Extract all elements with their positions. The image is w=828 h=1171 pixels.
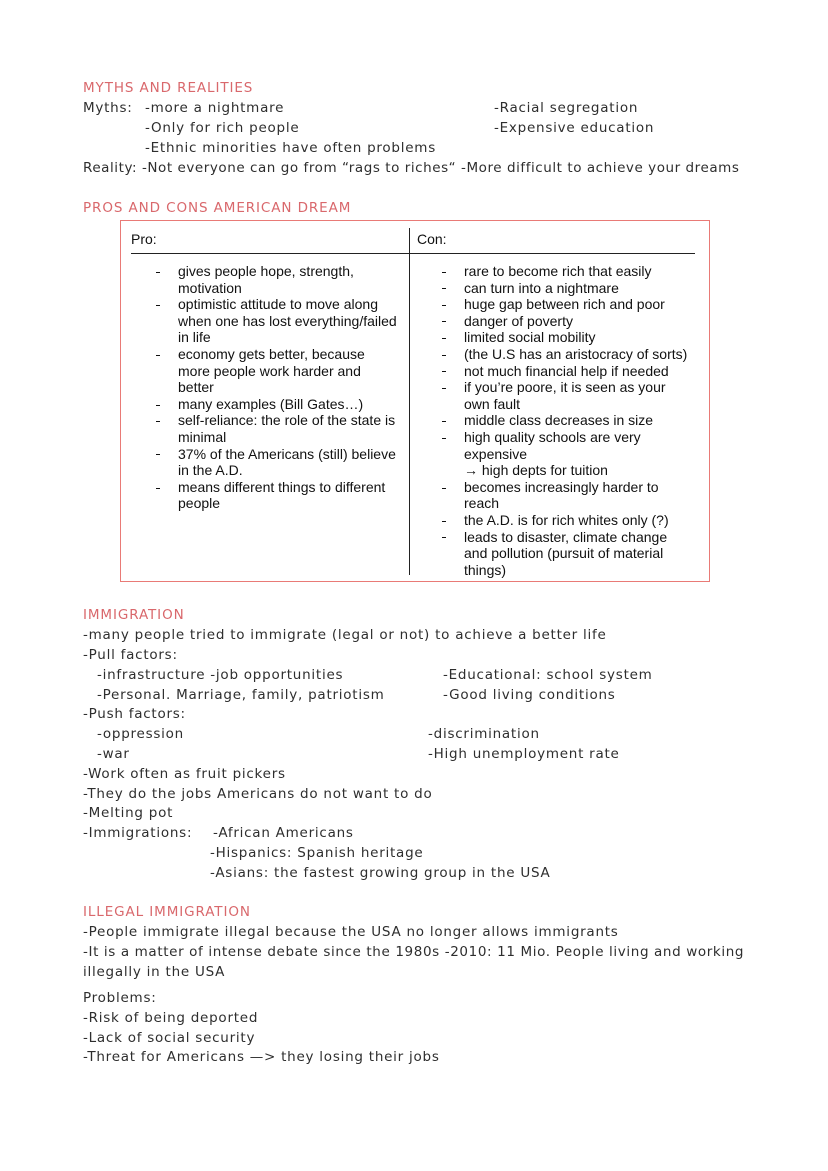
immigration-line: -Personal. Marriage, family, patriotism <box>97 687 385 703</box>
con-line: huge gap between rich and poor <box>464 296 665 313</box>
pro-line: many examples (Bill Gates…) <box>178 395 364 412</box>
pros-cons-table <box>120 220 710 582</box>
bullet-dash <box>442 272 446 273</box>
pro-line: means different things to different <box>178 478 386 495</box>
bullet-dash <box>442 371 446 372</box>
pro-line: minimal <box>178 429 227 445</box>
con-line: high quality schools are very <box>464 429 641 445</box>
bullet-dash <box>442 388 446 389</box>
pro-line: 37% of the Americans (still) believe <box>178 445 396 462</box>
con-line: rare to become rich that easily <box>464 263 652 279</box>
immigration-line: -Pull factors: <box>83 647 178 663</box>
immigration-line: -discrimination <box>428 726 540 742</box>
illegal-line: -Threat for Americans —> they losing their jobs <box>83 1049 440 1065</box>
immigration-line: -Hispanics: Spanish heritage <box>210 845 424 861</box>
pro-line: optimistic attitude to move along <box>178 296 378 313</box>
immigration-line: -Immigrations: <box>83 825 193 841</box>
myths-label: Myths: <box>83 100 133 116</box>
myths-line: -Expensive education <box>494 120 655 136</box>
pro-header: Pro: <box>131 231 157 247</box>
con-line: the A.D. is for rich whites only (?) <box>464 512 669 528</box>
bullet-dash <box>156 272 160 273</box>
con-line: → high depts for tuition <box>464 462 608 479</box>
immigration-line: -Asians: the fastest growing group in the USA <box>210 865 551 881</box>
reality-line: Reality: -Not everyone can go from “rags to riches“ -More difficult to achieve your dreams <box>83 160 740 176</box>
con-line: expensive <box>464 445 528 462</box>
bullet-dash <box>442 355 446 356</box>
immigration-line: -High unemployment rate <box>428 746 620 762</box>
bullet-dash <box>442 338 446 339</box>
illegal-line: -Risk of being deported <box>83 1010 259 1026</box>
con-line: things) <box>464 561 507 578</box>
pro-line: more people work harder and <box>178 362 361 379</box>
myths-line: -Ethnic minorities have often problems <box>145 140 436 156</box>
bullet-dash <box>156 355 160 356</box>
bullet-dash <box>442 537 446 538</box>
illegal-line: illegally in the USA <box>83 964 226 980</box>
illegal-line: -People immigrate illegal because the USA no longer allows immigrants <box>83 924 619 940</box>
immigration-line: -Work often as fruit pickers <box>83 766 286 782</box>
myths-line: -more a nightmare <box>145 100 285 116</box>
pro-line: gives people hope, strength, <box>178 263 354 279</box>
section-heading-pros-cons: PROS AND CONS AMERICAN DREAM <box>83 200 352 216</box>
con-line: danger of poverty <box>464 312 573 329</box>
myths-line: -Racial segregation <box>494 100 639 116</box>
con-line: reach <box>464 495 500 512</box>
bullet-dash <box>442 421 446 422</box>
myths-line: -Only for rich people <box>145 120 300 136</box>
immigration-line: -infrastructure -job opportunities <box>97 667 344 683</box>
con-line: can turn into a nightmare <box>464 279 619 296</box>
con-line: middle class decreases in size <box>464 412 654 429</box>
bullet-dash <box>156 421 160 422</box>
section-heading-immigration: IMMIGRATION <box>83 607 185 623</box>
illegal-line: -Lack of social security <box>83 1030 256 1046</box>
immigration-line: -They do the jobs Americans do not want to do <box>83 786 433 802</box>
con-line: own fault <box>464 395 521 412</box>
bullet-dash <box>442 521 446 522</box>
bullet-dash <box>156 488 160 489</box>
bullet-dash <box>442 488 446 489</box>
immigration-line: -Good living conditions <box>443 687 616 703</box>
bullet-dash <box>156 305 160 306</box>
pro-line: in the A.D. <box>178 462 243 479</box>
immigration-line: -Educational: school system <box>443 667 653 683</box>
immigration-line: -African Americans <box>213 825 354 841</box>
pro-line: economy gets better, because <box>178 346 365 362</box>
con-line: and pollution (pursuit of material <box>464 545 664 562</box>
immigration-line: -Melting pot <box>83 805 174 821</box>
bullet-dash <box>442 321 446 322</box>
con-line: if you’re poore, it is seen as your <box>464 379 666 396</box>
pro-line: when one has lost everything/failed <box>178 312 397 329</box>
section-heading-illegal-immigration: ILLEGAL IMMIGRATION <box>83 904 251 920</box>
con-header: Con: <box>417 231 447 247</box>
bullet-dash <box>442 305 446 306</box>
section-heading-myths: MYTHS AND REALITIES <box>83 80 254 96</box>
con-line: (the U.S has an aristocracy of sorts) <box>464 346 688 362</box>
con-line: not much financial help if needed <box>464 362 669 379</box>
immigration-line: -Push factors: <box>83 706 186 722</box>
pro-line: in life <box>178 329 211 346</box>
con-line: limited social mobility <box>464 329 596 346</box>
bullet-dash <box>442 288 446 289</box>
con-line: becomes increasingly harder to <box>464 478 659 495</box>
problems-label: Problems: <box>83 990 157 1006</box>
immigration-line: -war <box>97 746 130 762</box>
immigration-line: -oppression <box>97 726 184 742</box>
pro-line: better <box>178 379 214 396</box>
con-line: leads to disaster, climate change <box>464 528 668 545</box>
bullet-dash <box>156 405 160 406</box>
table-column-divider <box>409 228 410 575</box>
table-header-rule <box>131 253 695 254</box>
bullet-dash <box>442 438 446 439</box>
pro-line: motivation <box>178 279 242 296</box>
pro-line: self-reliance: the role of the state is <box>178 412 396 429</box>
illegal-line: -It is a matter of intense debate since the 1980s -2010: 11 Mio. People living and working <box>83 944 745 960</box>
bullet-dash <box>156 454 160 455</box>
pro-line: people <box>178 495 221 512</box>
immigration-line: -many people tried to immigrate (legal or not) to achieve a better life <box>83 627 607 643</box>
